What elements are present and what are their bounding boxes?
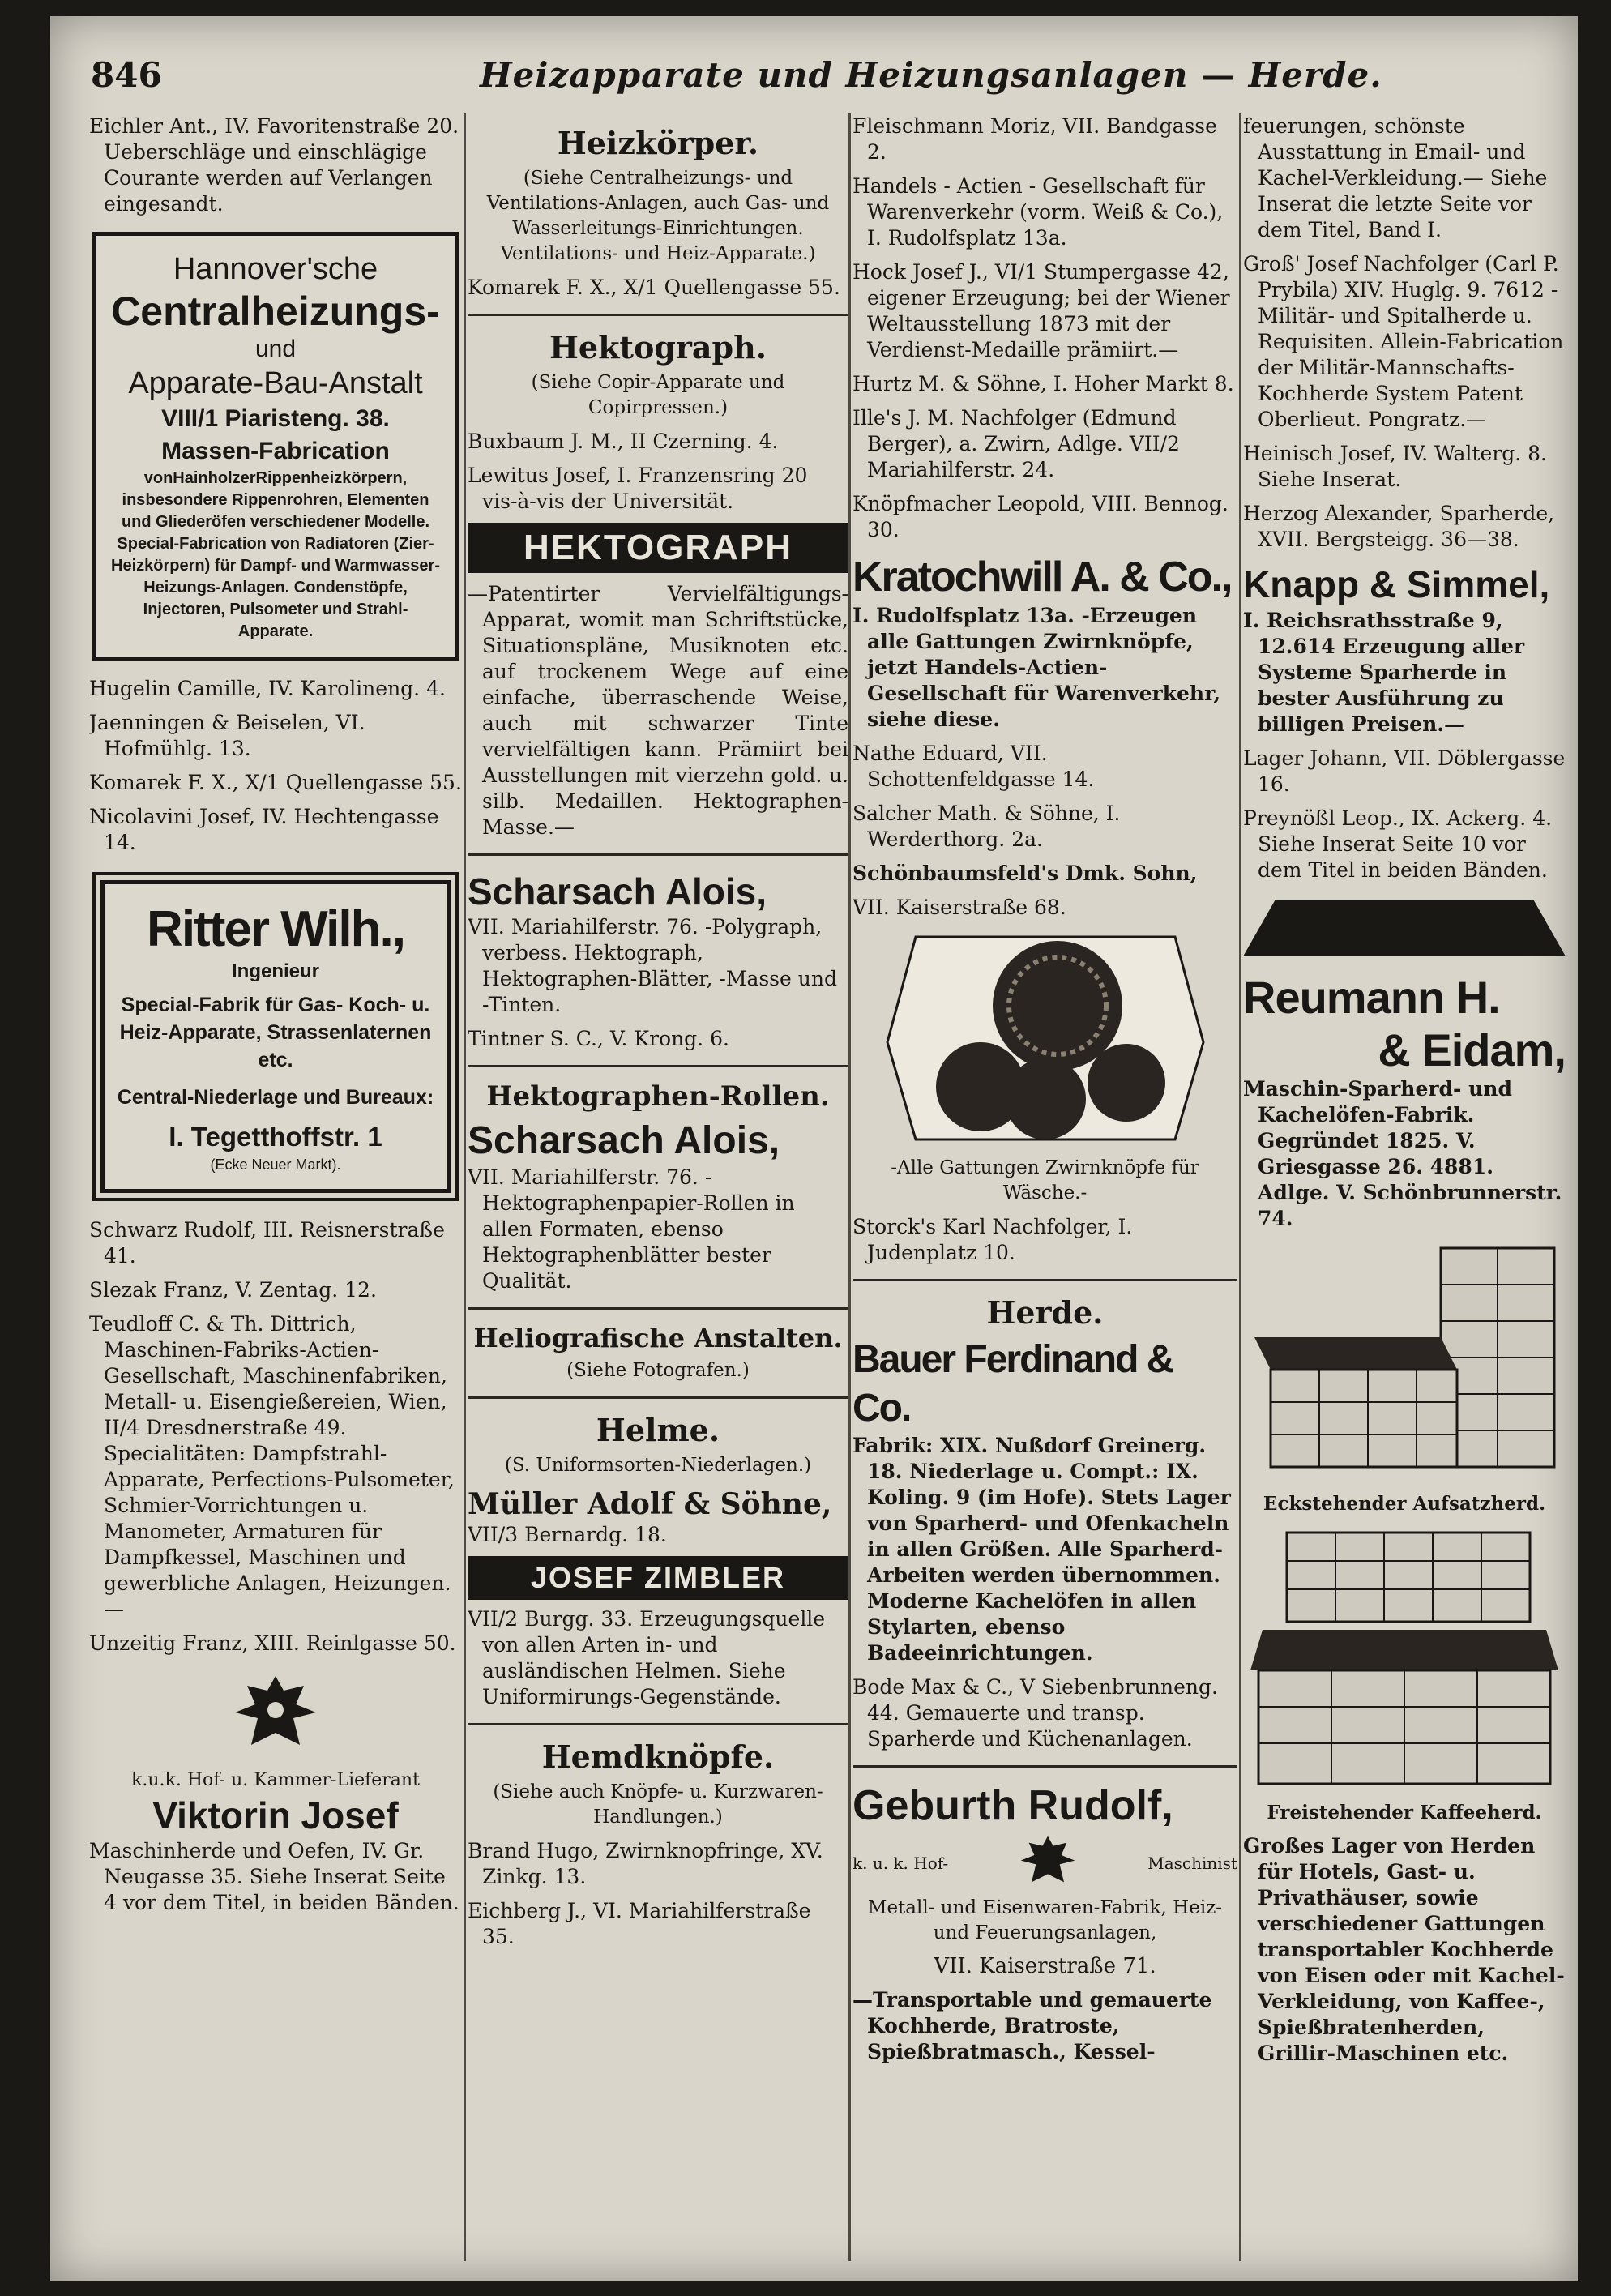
ad-knapp-name: Knapp & Simmel, [1243, 563, 1550, 605]
running-title: Heizapparate und Heizungsanlagen — Herde. [480, 55, 1382, 95]
ad-geburth-right: Maschinist [1147, 1853, 1237, 1873]
entry-brand: Brand Hugo, Zwirnknopfringe, XV. Zinkg. 13. [468, 1839, 823, 1888]
entry-nicolavini: Nicolavini Josef, IV. Hechtengasse 14. [89, 805, 439, 854]
entry-preynoesl: Preynößl Leop., IX. Ackerg. 4. Siehe Inserat Seite 10 vor dem Titel in beiden Bänden. [1243, 806, 1553, 882]
entry-lager: Lager Johann, VII. Döblergasse 16. [1243, 746, 1566, 796]
entry-handels: Handels - Actien - Gesellschaft für Warenverkehr (vorm. Weiß & Co.), I. Rudolfsplatz 13a. [853, 174, 1224, 250]
ad-hannover-line1: Hannover'sche [173, 252, 378, 286]
entry-hugelin: Hugelin Camille, IV. Karolineng. 4. [89, 677, 446, 700]
ad-knapp-body: I. Reichsrathsstraße 9, 12.614 Erzeugung aller Systeme Sparherde in bester Ausführung zu billigen Preisen.— [1243, 609, 1525, 736]
decorative-wedge [1243, 900, 1566, 956]
ad-mueller-name: Müller Adolf & Söhne, [468, 1487, 832, 1521]
ad-geburth-crest-row [853, 1831, 1237, 1896]
ad-hannover [92, 232, 459, 661]
entry-lewitus: Lewitus Josef, I. Franzensring 20 vis-à-vis der Universität. [468, 464, 808, 513]
column-2 [468, 113, 848, 1958]
divider [468, 1396, 848, 1399]
entry-komarek2: Komarek F. X., X/1 Quellengasse 55. [468, 276, 840, 299]
divider [853, 1279, 1237, 1281]
ad-scharsach-body: VII. Mariahilferstr. 76. -Polygraph, verbess. Hektograph, Hektographen-Blätter, -Masse und -Tinten. [468, 915, 837, 1016]
entry-eichler: Eichler Ant., IV. Favoritenstraße 20. Ueberschläge und einschlägige Courante werden auf Verlangen eingesandt. [89, 114, 459, 216]
ad-hannover-line3: und [254, 336, 297, 362]
ad-hannover-line4: Apparate-Bau-Anstalt [128, 366, 423, 400]
entry-salcher: Salcher Math. & Söhne, I. Werderthorg. 2a. [853, 802, 1121, 851]
section-helio: Heliografische Anstalten. [473, 1323, 843, 1353]
entry-komarek: Komarek F. X., X/1 Quellengasse 55. [89, 771, 462, 794]
ad-geburth-name: Geburth Rudolf, [853, 1782, 1173, 1829]
divider [468, 1723, 848, 1725]
column-rule [464, 113, 466, 2261]
entry-illes: Ille's J. M. Nachfolger (Edmund Berger), a. Zwirn, Adlge. VII/2 Mariahilferstr. 24. [853, 406, 1180, 481]
section-herde: Herde. [986, 1294, 1104, 1331]
ad-viktorin-body: Maschinherde und Oefen, IV. Gr. Neugasse 35. Siehe Inserat Seite 4 vor dem Titel, in beiden Bänden. [89, 1839, 459, 1914]
ad-zimbler-body: VII/2 Burgg. 33. Erzeugungsquelle von allen Arten in- und ausländischen Helmen. Siehe Uniformirungs-Gegenstände. [468, 1607, 826, 1708]
column-rule [1239, 113, 1241, 2261]
entry-nathe: Nathe Eduard, VII. Schottenfeldgasse 14. [853, 742, 1095, 791]
divider [468, 1065, 848, 1067]
page-header [50, 55, 1578, 112]
entry-knopfmacher: Knöpfmacher Leopold, VIII. Bennog. 30. [853, 492, 1229, 541]
ad-reumann-tail: Großes Lager von Herden für Hotels, Gast- u. Privathäuser, sowie verschiedener Gattungen transportabler Kochherde von Eisen oder mit Kachel-Verkleidung, von Kaffee-, Spießbratenherden, Grillir-Maschinen etc. [1243, 1834, 1565, 2065]
section-helme: Helme. [596, 1412, 720, 1448]
divider [468, 314, 848, 316]
directory-page [50, 16, 1578, 2281]
imperial-eagle-icon [1015, 1831, 1080, 1896]
ad-geburth-addr: VII. Kaiserstraße 71. [934, 1954, 1156, 1978]
entry-buxbaum: Buxbaum J. M., II Czerning. 4. [468, 430, 779, 453]
ad-reumann-body: Maschin-Sparherd- und Kachelöfen-Fabrik. Gegründet 1825. V. Griesgasse 26. 4881. Adlge. V. Schönbrunnerstr. 74. [1243, 1077, 1562, 1230]
ad-schoenbaum-addr: VII. Kaiserstraße 68. [853, 896, 1066, 919]
entry-bode: Bode Max & C., V Siebenbrunneng. 44. Gemauerte und transp. Sparherde und Küchenanlagen. [853, 1675, 1218, 1751]
ad-hannover-line2: Centralheizungs- [111, 289, 440, 334]
ad-geburth-body: Metall- und Eisenwaren-Fabrik, Heiz- und Feuerungsanlagen, [867, 1897, 1223, 1943]
entry-heinisch: Heinisch Josef, IV. Walterg. 8. Siehe Inserat. [1243, 442, 1547, 491]
entry-schwarz: Schwarz Rudolf, III. Reisnerstraße 41. [89, 1218, 445, 1268]
entry-eichberg: Eichberg J., VI. Mariahilferstraße 35. [468, 1899, 811, 1948]
ad-ritter-line2: Central-Niederlage und Bureaux: [117, 1086, 434, 1109]
ad-reumann-caption1: Eckstehender Aufsatzherd. [1263, 1493, 1546, 1515]
section-heizkoerper: Heizkörper. [557, 125, 759, 161]
ref-helme: (S. Uniformsorten-Niederlagen.) [504, 1455, 812, 1476]
ad-ritter-name: Ritter Wilh., [147, 901, 404, 957]
divider [468, 853, 848, 856]
ad-geburth-left: k. u. k. Hof- [853, 1853, 949, 1873]
entry-storck: Storck's Karl Nachfolger, I. Judenplatz 10. [853, 1215, 1133, 1264]
ad-scharsach-name: Scharsach Alois, [468, 870, 767, 913]
ad-scharsach2-body: VII. Mariahilferstr. 76. -Hektographenpapier-Rollen in allen Formaten, ebenso Hektographenblätter bester Qualität. [468, 1165, 795, 1293]
stove-illustration-1 [1246, 1240, 1562, 1483]
stove-illustration-2 [1246, 1524, 1562, 1792]
ad-reumann-line2: & Eidam, [1378, 1024, 1566, 1075]
ad-schoenbaum-name: Schönbaumsfeld's Dmk. Sohn, [853, 862, 1198, 885]
ad-hekto-banner: HEKTOGRAPH [468, 523, 848, 573]
buttons-illustration [883, 929, 1207, 1148]
column-rule [848, 113, 851, 2261]
ad-ritter-title: Ingenieur [231, 960, 319, 982]
ad-scharsach2-name: Scharsach Alois, [468, 1119, 780, 1162]
imperial-eagle-icon [227, 1668, 324, 1765]
ad-hannover-line6: Massen-Fabrication [161, 438, 390, 464]
ad-hekto-body: —Patentirter Vervielfältigungs-Apparat, womit man Schriftstücke, Situationspläne, Musiknoten etc. auf trockenem Wege auf eine einfache, überraschende Weise, auch mit schwarzer Tinte vervielfältigen kann. Prämiirt bei Ausstellungen mit vierzehn gold. u. silb. Medaillen. Hektographen-Masse.— [468, 582, 848, 839]
entry-herzog: Herzog Alexander, Sparherde, XVII. Bergsteigg. 36—38. [1243, 502, 1555, 551]
ad-kratochwill-body: I. Rudolfsplatz 13a. -Erzeugen alle Gattungen Zwirnknöpfe, jetzt Handels-Actien-Gesellschaft für Warenverkehr, siehe diese. [853, 604, 1221, 731]
ad-ritter-line1: Special-Fabrik für Gas- Koch- u. Heiz-Apparate, Strassenlaternen etc. [119, 994, 432, 1071]
ad-ritter-line3: I. Tegetthoffstr. 1 [169, 1122, 382, 1152]
ad-viktorin-name: Viktorin Josef [152, 1794, 399, 1836]
ad-geburth-tail: —Transportable und gemauerte Kochherde, Bratroste, Spießbratmasch., Kessel- [853, 1988, 1212, 2063]
ad-reumann-line1: Reumann H. [1243, 972, 1500, 1023]
entry-jaenningen: Jaenningen & Beiselen, VI. Hofmühlg. 13. [89, 711, 365, 760]
ad-bauer-name: Bauer Ferdinand & Co. [853, 1338, 1173, 1430]
ad-ritter [100, 880, 451, 1193]
divider [853, 1765, 1237, 1768]
ad-hannover-body: vonHainholzerRippenheizkörpern, insbesondere Rippenrohren, Elementen und Gliederöfen verschiedener Modelle. Special-Fabrication von Radiatoren (Zier-Heizkörpern) für Dampf- und Warmwasser-Heizungs-Anlagen. Condenstöpfe, Injectoren, Pulsometer und Strahl-Apparate. [111, 469, 440, 640]
section-hemd: Hemdknöpfe. [541, 1738, 775, 1775]
ref-hektograph: (Siehe Copir-Apparate und Copirpressen.) [531, 372, 785, 418]
ad-kratochwill-name: Kratochwill A. & Co., [853, 554, 1232, 601]
entry-teudloff: Teudloff C. & Th. Dittrich, Maschinen-Fabriks-Actien-Gesellschaft, Maschinenfabriken, Metall- u. Eisengießereien, Wien, II/4 Dresdnerstraße 49. Specialitäten: Dampfstrahl-Apparate, Perfections-Pulsometer, Schmier-Vorrichtungen u. Manometer, Armaturen für Dampfkessel, Maschinen und gewerbliche Anlagen, Heizungen.— [89, 1312, 455, 1621]
ref-helio: (Siehe Fotografen.) [566, 1360, 750, 1381]
entry-hurtz: Hurtz M. & Söhne, I. Hoher Markt 8. [853, 372, 1234, 395]
ad-viktorin [89, 1668, 462, 1916]
ref-hemd: (Siehe auch Knöpfe- u. Kurzwaren-Handlungen.) [493, 1781, 823, 1828]
entry-continuation: feuerungen, schönste Ausstattung in Email- und Kachel-Verkleidung.— Siehe Inserat die letzte Seite vor dem Titel, Band I. [1243, 114, 1548, 242]
entry-slezak: Slezak Franz, V. Zentag. 12. [89, 1278, 377, 1302]
ad-mueller-body: VII/3 Bernardg. 18. [468, 1523, 667, 1546]
column-4 [1243, 113, 1566, 2075]
ad-zimbler-banner: JOSEF ZIMBLER [468, 1556, 848, 1600]
ad-reumann-caption2: Freistehender Kaffeeherd. [1267, 1802, 1542, 1824]
section-rollen: Hektographen-Rollen. [486, 1080, 830, 1113]
ad-viktorin-purveyor: k.u.k. Hof- u. Kammer-Lieferant [131, 1770, 420, 1790]
ad-ritter-line4: (Ecke Neuer Markt). [210, 1157, 341, 1173]
page-number: 846 [91, 55, 162, 95]
entry-unzeitig: Unzeitig Franz, XIII. Reinlgasse 50. [89, 1631, 456, 1655]
entry-fleischmann: Fleischmann Moriz, VII. Bandgasse 2. [853, 114, 1217, 164]
ad-hannover-line5: VIII/1 Piaristeng. 38. [161, 405, 390, 432]
divider [468, 1307, 848, 1310]
entry-gross: Groß' Josef Nachfolger (Carl P. Prybila) XIV. Huglg. 9. 7612 -Militär- und Spitalherde u. Requisiten. Allein-Fabrication der Militär-Mannschafts-Kochherde System Patent Oberlieut. Pongratz.— [1243, 252, 1564, 431]
ad-schoenbaum-caption: -Alle Gattungen Zwirnknöpfe für Wäsche.- [891, 1157, 1199, 1204]
ad-bauer-body: Fabrik: XIX. Nußdorf Greinerg. 18. Niederlage u. Compt.: IX. Koling. 9 (im Hofe). Stets Lager von Sparherd- und Ofenkacheln in allen Größen. Alle Sparherd-Arbeiten werden übernommen. Moderne Kachelöfen in allen Stylarten, ebenso Badeeinrichtungen. [853, 1434, 1231, 1665]
column-1 [89, 113, 462, 1924]
entry-tintner: Tintner S. C., V. Krong. 6. [468, 1027, 729, 1050]
entry-hock: Hock Josef J., VI/1 Stumpergasse 42, eigener Erzeugung; bei der Wiener Weltausstellung 1873 mit der Verdienst-Medaille prämiirt.— [853, 260, 1230, 361]
ref-heizkoerper: (Siehe Centralheizungs- und Ventilations-Anlagen, auch Gas- und Wasserleitungs-Einrichtungen. Ventilations- und Heiz-Apparate.) [486, 168, 830, 264]
section-hektograph: Hektograph. [549, 329, 767, 366]
column-3 [853, 113, 1237, 2073]
